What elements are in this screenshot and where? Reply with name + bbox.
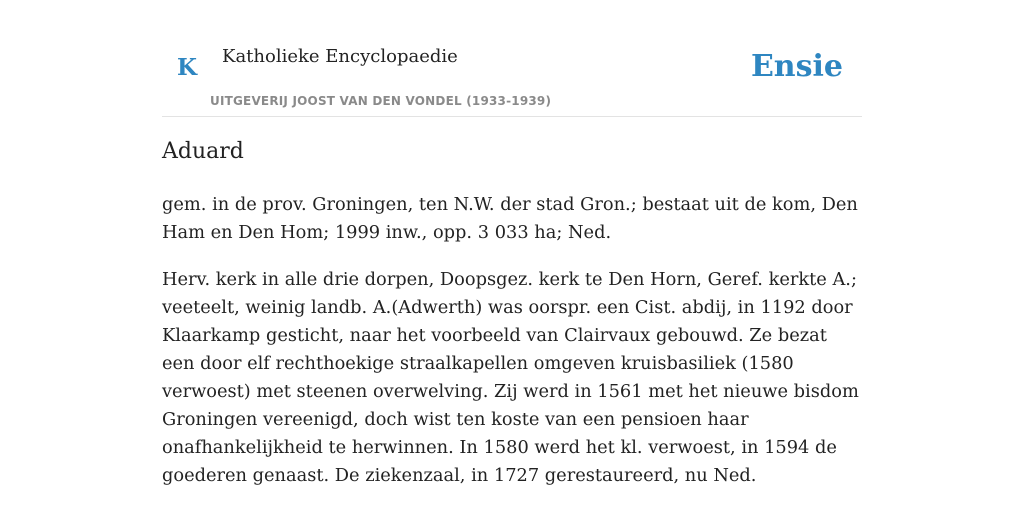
ensie-logo[interactable]: Ensie: [750, 49, 843, 84]
publication-title[interactable]: Katholieke Encyclopaedie: [222, 46, 458, 67]
article-paragraph: gem. in de prov. Groningen, ten N.W. der stad Gron.; bestaat uit de kom, Den Ham en Den Hom; 1999 inw., opp. 3 033 ha; Ned.: [162, 193, 858, 243]
article-title: Aduard: [162, 139, 244, 164]
site-header: [162, 0, 862, 117]
article-paragraph: Herv. kerk in alle drie dorpen, Doopsgez. kerk te Den Horn, Geref. kerkte A.; veeteelt, weinig landb. A.(Adwerth) was oorspr. een Cist. abdij, in 1192 door Klaarkamp gesticht, naar het voorbeeld van Clairvaux gebouwd. Ze bezat een door elf rechthoekige straalkapellen omgeven kruisbasiliek (1580 verwoest) met steenen overwelving. Zij werd in 1561 met het nieuwe bisdom Groningen vereenigd, doch wist ten koste van een pensioen haar onafhankelijkheid te herwinnen. In 1580 werd het kl. verwoest, in 1594 de goederen genaast. De ziekenzaal, in 1727 gerestaureerd, nu Ned.: [162, 268, 859, 486]
article: [162, 138, 862, 490]
publisher-line: UITGEVERIJ JOOST VAN DEN VONDEL (1933-1939): [210, 94, 552, 108]
encyclopedia-logo[interactable]: K: [177, 54, 197, 81]
